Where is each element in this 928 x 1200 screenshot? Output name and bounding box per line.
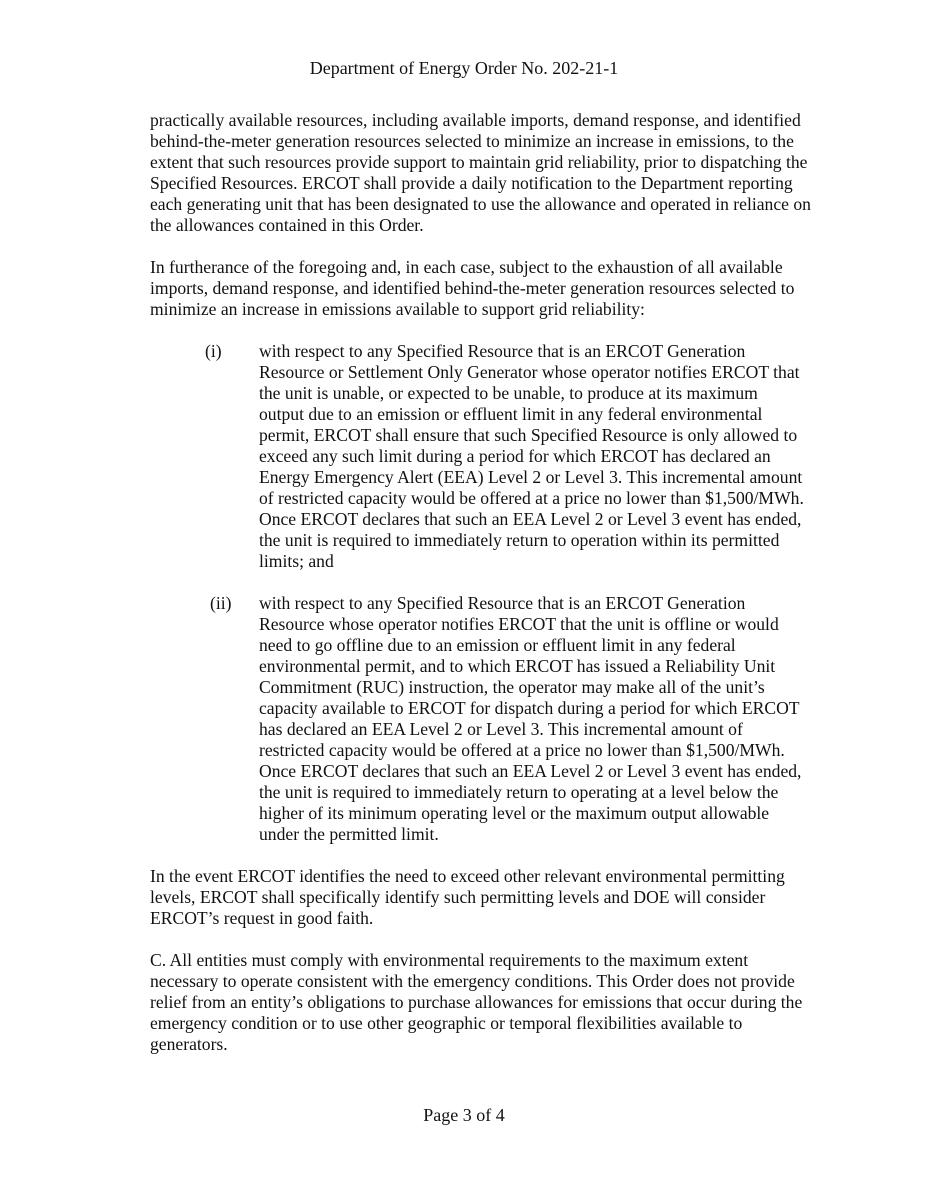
list-item-text: with respect to any Specified Resource that is an ERCOT Generation Resource or Settlement Only Generator whose operator notifies ERCOT that the unit is unable, or expected to be unable, to produce at its maximum output due to an emission or effluent limit in any federal environmental permit, ERCOT shall ensure that such Specified Resource is only allowed to exceed any such limit during a period for which ERCOT has declared an Energy Emergency Alert (EEA) Level 2 or Level 3. This incremental amount of restricted capacity would be offered at a price no lower than $1,500/MWh. Once ERCOT declares that such an EEA Level 2 or Level 3 event has ended, the unit is required to immediately return to operation within its permitted limits; and <box>259 341 804 571</box>
list-item-number: (i) <box>205 341 222 361</box>
document-body <box>150 110 820 1076</box>
list-item-text: with respect to any Specified Resource that is an ERCOT Generation Resource whose operator notifies ERCOT that the unit is offline or would need to go offline due to an emission or effluent limit in any federal environmental permit, and to which ERCOT has issued a Reliability Unit Commitment (RUC) instruction, the operator may make all of the unit’s capacity available to ERCOT for dispatch during a period for which ERCOT has declared an EEA Level 2 or Level 3. This incremental amount of restricted capacity would be offered at a price no lower than $1,500/MWh. Once ERCOT declares that such an EEA Level 2 or Level 3 event has ended, the unit is required to immediately return to operating at a level below the higher of its minimum operating level or the maximum output allowable under the permitted limit. <box>259 593 802 844</box>
list-item-i <box>150 341 820 572</box>
paragraph-permitting: In the event ERCOT identifies the need to exceed other relevant environmental permitting levels, ERCOT shall specifically identify such permitting levels and DOE will consider ERCOT’s request in good faith. <box>150 866 785 928</box>
paragraph-continuation: practically available resources, including available imports, demand response, and identified behind-the-meter generation resources selected to minimize an increase in emissions, to the extent that such resources provide support to maintain grid reliability, prior to dispatching the Specified Resources. ERCOT shall provide a daily notification to the Department reporting each generating unit that has been designated to use the allowance and operated in reliance on the allowances contained in this Order. <box>150 110 811 235</box>
page-header: Department of Energy Order No. 202-21-1 <box>309 58 619 78</box>
paragraph-section-c: C. All entities must comply with environmental requirements to the maximum extent necessary to operate consistent with the emergency conditions. This Order does not provide relief from an entity’s obligations to purchase allowances for emissions that occur during the emergency condition or to use other geographic or temporal flexibilities available to generators. <box>150 950 803 1054</box>
paragraph-furtherance: In furtherance of the foregoing and, in each case, subject to the exhaustion of all available imports, demand response, and identified behind-the-meter generation resources selected to minimize an increase in emissions available to support grid reliability: <box>150 257 795 319</box>
list-item-ii <box>150 593 820 845</box>
list-item-number: (ii) <box>210 593 232 613</box>
page-number: Page 3 of 4 <box>423 1105 505 1125</box>
